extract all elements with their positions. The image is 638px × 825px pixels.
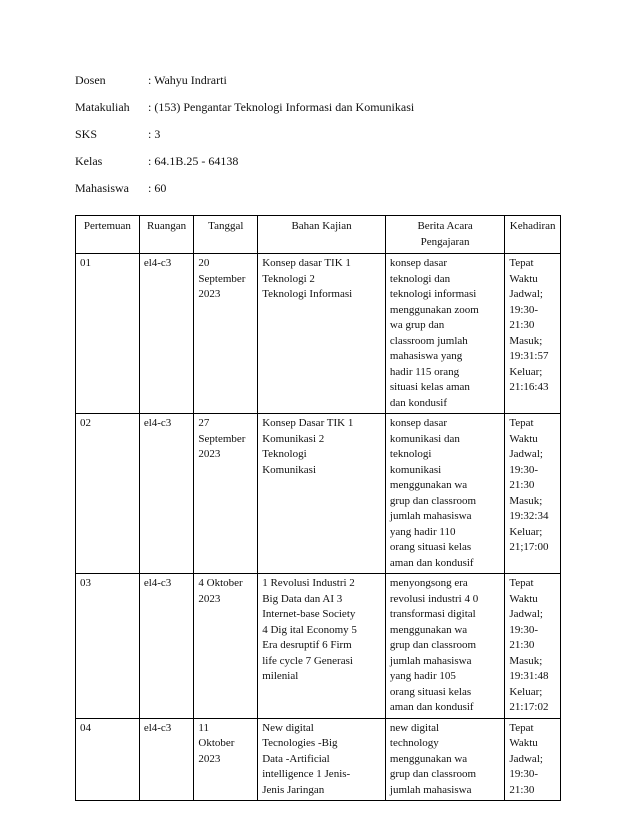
cell-pertemuan: 03 [76, 574, 140, 719]
cell-ruangan: el4-c3 [139, 414, 194, 574]
cell-berita-acara: konsep dasar teknologi dan teknologi informasi menggunakan zoom wa grup dan classroom jumlah mahasiswa yang hadir 115 orang situasi kelas aman dan kondusif [385, 254, 504, 414]
cell-ruangan: el4-c3 [139, 574, 194, 719]
info-row-kelas [75, 153, 414, 180]
cell-pertemuan: 02 [76, 414, 140, 574]
cell-kehadiran: Tepat Waktu Jadwal; 19:30- 21:30 Masuk; 19:31:48 Keluar; 21:17:02 [505, 574, 561, 719]
info-label: Dosen [75, 73, 106, 87]
info-value: : Wahyu Indrarti [148, 73, 227, 87]
cell-bahan-kajian: Konsep Dasar TIK 1 Komunikasi 2 Teknologi Komunikasi [258, 414, 386, 574]
info-label: SKS [75, 127, 98, 141]
cell-berita-acara: konsep dasar komunikasi dan teknologi komunikasi menggunakan wa grup dan classroom jumlah mahasiswa yang hadir 110 orang situasi kelas aman dan kondusif [385, 414, 504, 574]
cell-ruangan: el4-c3 [139, 718, 194, 801]
cell-tanggal: 11 Oktober 2023 [194, 718, 258, 801]
info-value: : (153) Pengantar Teknologi Informasi dan Komunikasi [148, 100, 415, 114]
header-kehadiran: Kehadiran [505, 216, 561, 254]
info-row-mahasiswa [75, 180, 414, 207]
cell-kehadiran: Tepat Waktu Jadwal; 19:30- 21:30 [505, 718, 561, 801]
info-value: : 60 [148, 181, 167, 195]
info-label: Kelas [75, 154, 103, 168]
info-row-dosen [75, 72, 414, 99]
cell-tanggal: 27 September 2023 [194, 414, 258, 574]
header-ruangan: Ruangan [139, 216, 194, 254]
cell-berita-acara: menyongsong era revolusi industri 4 0 transformasi digital menggunakan wa grup dan classroom jumlah mahasiswa yang hadir 105 orang situasi kelas aman dan kondusif [385, 574, 504, 719]
cell-tanggal: 4 Oktober 2023 [194, 574, 258, 719]
header-bahan-kajian: Bahan Kajian [258, 216, 386, 254]
cell-berita-acara: new digital technology menggunakan wa grup dan classroom jumlah mahasiswa [385, 718, 504, 801]
info-label: Mahasiswa [75, 181, 129, 195]
course-info [75, 72, 414, 207]
cell-kehadiran: Tepat Waktu Jadwal; 19:30- 21:30 Masuk; 19:32:34 Keluar; 21;17:00 [505, 414, 561, 574]
cell-ruangan: el4-c3 [139, 254, 194, 414]
info-value: : 3 [148, 127, 161, 141]
table-header-row [76, 216, 561, 254]
info-row-matakuliah [75, 99, 414, 126]
info-value: : 64.1B.25 - 64138 [148, 154, 239, 168]
cell-bahan-kajian: 1 Revolusi Industri 2 Big Data dan AI 3 Internet-base Society 4 Dig ital Economy 5 Era desruptif 6 Firm life cycle 7 Generasi milenial [258, 574, 386, 719]
cell-kehadiran: Tepat Waktu Jadwal; 19:30- 21:30 Masuk; 19:31:57 Keluar; 21:16:43 [505, 254, 561, 414]
header-tanggal: Tanggal [194, 216, 258, 254]
cell-bahan-kajian: New digital Tecnologies -Big Data -Artificial intelligence 1 Jenis- Jenis Jaringan [258, 718, 386, 801]
info-label: Matakuliah [75, 100, 130, 114]
cell-tanggal: 20 September 2023 [194, 254, 258, 414]
table-row [76, 414, 561, 574]
header-pertemuan: Pertemuan [76, 216, 140, 254]
cell-pertemuan: 01 [76, 254, 140, 414]
table-row [76, 254, 561, 414]
cell-bahan-kajian: Konsep dasar TIK 1 Teknologi 2 Teknologi Informasi [258, 254, 386, 414]
table-row [76, 718, 561, 801]
cell-pertemuan: 04 [76, 718, 140, 801]
header-berita-acara: Berita Acara Pengajaran [385, 216, 504, 254]
table-row [76, 574, 561, 719]
info-row-sks [75, 126, 414, 153]
schedule-table [75, 215, 561, 801]
